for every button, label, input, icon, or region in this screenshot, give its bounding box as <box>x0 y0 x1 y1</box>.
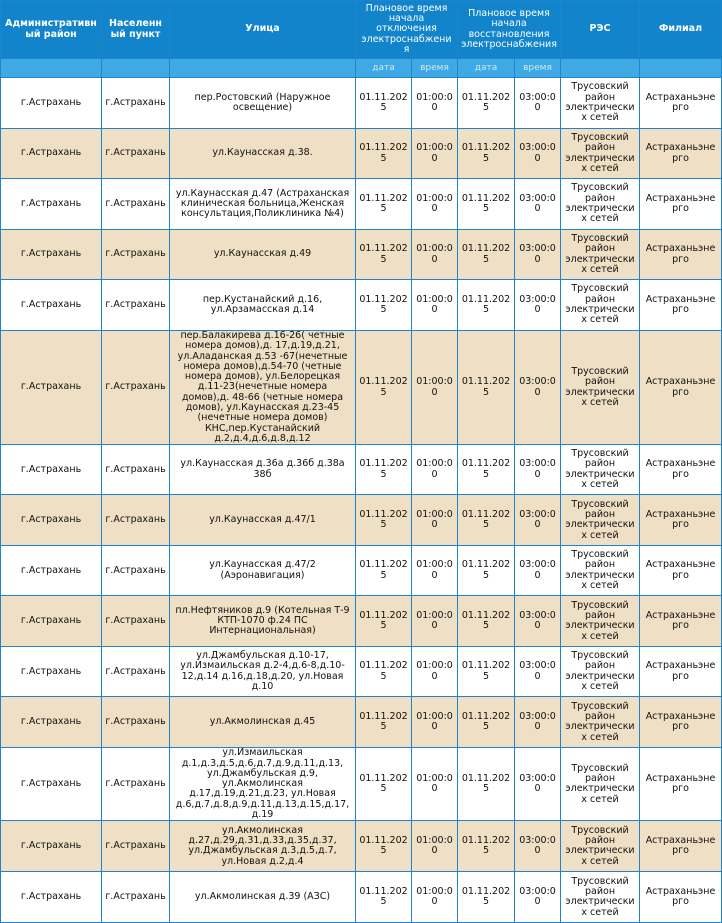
cell-on-time: 03:00:00 <box>515 280 561 331</box>
table-row <box>1 230 722 280</box>
header-branch: Филиал <box>640 1 722 59</box>
cell-off-time: 01:00:00 <box>412 280 458 331</box>
cell-on-time: 03:00:00 <box>515 445 561 495</box>
cell-locality: г.Астрахань <box>102 821 170 872</box>
cell-locality: г.Астрахань <box>102 596 170 647</box>
cell-street: ул.Джамбульская д.10-17, ул.Измаильская д.2-4,д.6-8,д.10-12,д.14 д.16,д.18,д.20, ул.Новая д.10 <box>170 647 356 697</box>
cell-locality: г.Астрахань <box>102 872 170 923</box>
cell-branch: Астраханьэнерго <box>640 821 722 872</box>
subheader-on-date: дата <box>458 59 515 78</box>
cell-on-date: 01.11.2025 <box>458 596 515 647</box>
cell-off-date: 01.11.2025 <box>356 445 412 495</box>
cell-on-date: 01.11.2025 <box>458 821 515 872</box>
cell-on-time: 03:00:00 <box>515 230 561 280</box>
cell-district: г.Астрахань <box>1 546 102 596</box>
cell-on-date: 01.11.2025 <box>458 495 515 546</box>
cell-on-date: 01.11.2025 <box>458 331 515 445</box>
cell-district: г.Астрахань <box>1 129 102 179</box>
cell-on-date: 01.11.2025 <box>458 748 515 821</box>
cell-off-time: 01:00:00 <box>412 495 458 546</box>
table-row <box>1 697 722 748</box>
table-row <box>1 821 722 872</box>
cell-locality: г.Астрахань <box>102 546 170 596</box>
cell-street: ул.Каунасская д.38. <box>170 129 356 179</box>
cell-district: г.Астрахань <box>1 495 102 546</box>
cell-on-date: 01.11.2025 <box>458 872 515 923</box>
cell-on-date: 01.11.2025 <box>458 230 515 280</box>
header-district: Административный район <box>1 1 102 59</box>
table-row <box>1 495 722 546</box>
cell-off-date: 01.11.2025 <box>356 280 412 331</box>
subheader-empty <box>102 59 170 78</box>
cell-on-date: 01.11.2025 <box>458 445 515 495</box>
cell-branch: Астраханьэнерго <box>640 495 722 546</box>
cell-on-date: 01.11.2025 <box>458 78 515 129</box>
header-row <box>1 1 722 59</box>
cell-street: пер.Балакирева д.16-26( четные номера домов),д. 17,д.19,д.21, ул.Аладанская д.53 -67(нечетные номера домов),д.54-70 (четные номера домов), ул.Белорецкая д.11-23(нечетные номера домов),д. 48-66 (четные номера домов), ул.Каунасская д.23-45 (нечетные номера домов) КНС,пер.Кустанайский д.2,д.4,д.6,д.8,д.12 <box>170 331 356 445</box>
cell-branch: Астраханьэнерго <box>640 129 722 179</box>
cell-on-date: 01.11.2025 <box>458 647 515 697</box>
cell-street: пл.Нефтяников д.9 (Котельная Т-9 КТП-1070 ф.24 ПС Интернациональная) <box>170 596 356 647</box>
cell-branch: Астраханьэнерго <box>640 331 722 445</box>
cell-on-time: 03:00:00 <box>515 821 561 872</box>
table-row <box>1 331 722 445</box>
cell-off-date: 01.11.2025 <box>356 697 412 748</box>
subheader-off-date: дата <box>356 59 412 78</box>
cell-off-time: 01:00:00 <box>412 647 458 697</box>
cell-on-time: 03:00:00 <box>515 546 561 596</box>
cell-res: Трусовский район электрических сетей <box>561 872 640 923</box>
cell-street: ул.Измаильская д.1,д.3,д.5,д.6,д.7,д.9,д.11,д.13, ул.Джамбульская д.9, ул.Акмолинская д.17,д.19,д.21,д.23, ул.Новая д.6,д.7,д.8,д.9,д.11,д.13,д.15,д.17,д.19 <box>170 748 356 821</box>
header-locality: Населенный пункт <box>102 1 170 59</box>
cell-district: г.Астрахань <box>1 331 102 445</box>
cell-locality: г.Астрахань <box>102 179 170 230</box>
cell-branch: Астраханьэнерго <box>640 230 722 280</box>
cell-branch: Астраханьэнерго <box>640 697 722 748</box>
table-row <box>1 129 722 179</box>
cell-on-time: 03:00:00 <box>515 331 561 445</box>
cell-off-time: 01:00:00 <box>412 546 458 596</box>
cell-branch: Астраханьэнерго <box>640 78 722 129</box>
header-on-time: Плановое время начала восстановления электроснабжения <box>458 1 561 59</box>
cell-off-time: 01:00:00 <box>412 78 458 129</box>
cell-locality: г.Астрахань <box>102 697 170 748</box>
cell-on-date: 01.11.2025 <box>458 697 515 748</box>
cell-off-date: 01.11.2025 <box>356 546 412 596</box>
cell-off-date: 01.11.2025 <box>356 230 412 280</box>
cell-district: г.Астрахань <box>1 280 102 331</box>
cell-on-time: 03:00:00 <box>515 697 561 748</box>
cell-locality: г.Астрахань <box>102 445 170 495</box>
cell-branch: Астраханьэнерго <box>640 546 722 596</box>
cell-locality: г.Астрахань <box>102 129 170 179</box>
cell-res: Трусовский район электрических сетей <box>561 697 640 748</box>
cell-on-date: 01.11.2025 <box>458 546 515 596</box>
cell-off-time: 01:00:00 <box>412 697 458 748</box>
cell-off-time: 01:00:00 <box>412 872 458 923</box>
cell-off-time: 01:00:00 <box>412 596 458 647</box>
table-row <box>1 872 722 923</box>
subheader-on-time: время <box>515 59 561 78</box>
cell-off-date: 01.11.2025 <box>356 78 412 129</box>
subheader-empty <box>170 59 356 78</box>
cell-off-date: 01.11.2025 <box>356 331 412 445</box>
cell-street: ул.Каунасская д.49 <box>170 230 356 280</box>
cell-off-date: 01.11.2025 <box>356 872 412 923</box>
cell-on-time: 03:00:00 <box>515 647 561 697</box>
table-row <box>1 596 722 647</box>
cell-on-time: 03:00:00 <box>515 78 561 129</box>
cell-street: ул.Акмолинская д.39 (АЗС) <box>170 872 356 923</box>
table-row <box>1 647 722 697</box>
header-res: РЭС <box>561 1 640 59</box>
cell-res: Трусовский район электрических сетей <box>561 596 640 647</box>
table-row <box>1 748 722 821</box>
cell-district: г.Астрахань <box>1 78 102 129</box>
cell-district: г.Астрахань <box>1 596 102 647</box>
cell-res: Трусовский район электрических сетей <box>561 495 640 546</box>
cell-street: ул.Каунасская д.47/1 <box>170 495 356 546</box>
cell-off-time: 01:00:00 <box>412 179 458 230</box>
cell-off-date: 01.11.2025 <box>356 647 412 697</box>
table-row <box>1 78 722 129</box>
cell-branch: Астраханьэнерго <box>640 872 722 923</box>
cell-locality: г.Астрахань <box>102 748 170 821</box>
cell-street: ул.Каунасская д.47/2 (Аэронавигация) <box>170 546 356 596</box>
cell-locality: г.Астрахань <box>102 331 170 445</box>
cell-locality: г.Астрахань <box>102 230 170 280</box>
cell-on-time: 03:00:00 <box>515 596 561 647</box>
cell-off-time: 01:00:00 <box>412 445 458 495</box>
table-row <box>1 179 722 230</box>
cell-locality: г.Астрахань <box>102 495 170 546</box>
subheader-empty <box>1 59 102 78</box>
cell-district: г.Астрахань <box>1 697 102 748</box>
cell-street: ул.Каунасская д.36а д.36б д.38а 38б <box>170 445 356 495</box>
cell-locality: г.Астрахань <box>102 78 170 129</box>
header-off-time: Плановое время начала отключения электроснабжения <box>356 1 458 59</box>
cell-district: г.Астрахань <box>1 821 102 872</box>
cell-on-time: 03:00:00 <box>515 748 561 821</box>
cell-off-time: 01:00:00 <box>412 331 458 445</box>
table-row <box>1 546 722 596</box>
cell-off-time: 01:00:00 <box>412 129 458 179</box>
cell-res: Трусовский район электрических сетей <box>561 78 640 129</box>
subheader-empty <box>640 59 722 78</box>
cell-off-date: 01.11.2025 <box>356 596 412 647</box>
cell-locality: г.Астрахань <box>102 280 170 331</box>
cell-district: г.Астрахань <box>1 179 102 230</box>
cell-branch: Астраханьэнерго <box>640 748 722 821</box>
cell-branch: Астраханьэнерго <box>640 647 722 697</box>
cell-branch: Астраханьэнерго <box>640 445 722 495</box>
cell-on-date: 01.11.2025 <box>458 280 515 331</box>
cell-off-date: 01.11.2025 <box>356 129 412 179</box>
cell-street: пер.Ростовский (Наружное освещение) <box>170 78 356 129</box>
table-body <box>1 78 722 923</box>
cell-res: Трусовский район электрических сетей <box>561 821 640 872</box>
cell-off-date: 01.11.2025 <box>356 495 412 546</box>
cell-district: г.Астрахань <box>1 230 102 280</box>
cell-street: ул.Акмолинская д.45 <box>170 697 356 748</box>
cell-street: пер.Кустанайский д.16, ул.Арзамасская д.14 <box>170 280 356 331</box>
cell-off-date: 01.11.2025 <box>356 821 412 872</box>
cell-district: г.Астрахань <box>1 748 102 821</box>
cell-on-date: 01.11.2025 <box>458 129 515 179</box>
cell-res: Трусовский район электрических сетей <box>561 331 640 445</box>
header-street: Улица <box>170 1 356 59</box>
cell-res: Трусовский район электрических сетей <box>561 748 640 821</box>
cell-off-time: 01:00:00 <box>412 748 458 821</box>
cell-res: Трусовский район электрических сетей <box>561 280 640 331</box>
cell-res: Трусовский район электрических сетей <box>561 647 640 697</box>
cell-res: Трусовский район электрических сетей <box>561 546 640 596</box>
subheader-off-time: время <box>412 59 458 78</box>
cell-off-date: 01.11.2025 <box>356 748 412 821</box>
subheader-empty <box>561 59 640 78</box>
cell-street: ул.Акмолинская д.27,д.29,д.31,д.33,д.35,д.37, ул.Джамбульская д.3,д.5,д.7, ул.Новая д.2,д.4 <box>170 821 356 872</box>
cell-branch: Астраханьэнерго <box>640 280 722 331</box>
cell-on-time: 03:00:00 <box>515 179 561 230</box>
cell-on-time: 03:00:00 <box>515 129 561 179</box>
cell-street: ул.Каунасская д.47 (Астраханская клиническая больница,Женская консультация,Поликлиника №4) <box>170 179 356 230</box>
cell-off-date: 01.11.2025 <box>356 179 412 230</box>
cell-res: Трусовский район электрических сетей <box>561 445 640 495</box>
cell-off-time: 01:00:00 <box>412 230 458 280</box>
cell-locality: г.Астрахань <box>102 647 170 697</box>
cell-branch: Астраханьэнерго <box>640 179 722 230</box>
cell-off-time: 01:00:00 <box>412 821 458 872</box>
cell-res: Трусовский район электрических сетей <box>561 179 640 230</box>
cell-district: г.Астрахань <box>1 445 102 495</box>
cell-res: Трусовский район электрических сетей <box>561 129 640 179</box>
table-row <box>1 445 722 495</box>
subheader-row <box>1 59 722 78</box>
cell-branch: Астраханьэнерго <box>640 596 722 647</box>
cell-district: г.Астрахань <box>1 647 102 697</box>
cell-district: г.Астрахань <box>1 872 102 923</box>
table-row <box>1 280 722 331</box>
cell-on-date: 01.11.2025 <box>458 179 515 230</box>
cell-on-time: 03:00:00 <box>515 495 561 546</box>
cell-res: Трусовский район электрических сетей <box>561 230 640 280</box>
cell-on-time: 03:00:00 <box>515 872 561 923</box>
